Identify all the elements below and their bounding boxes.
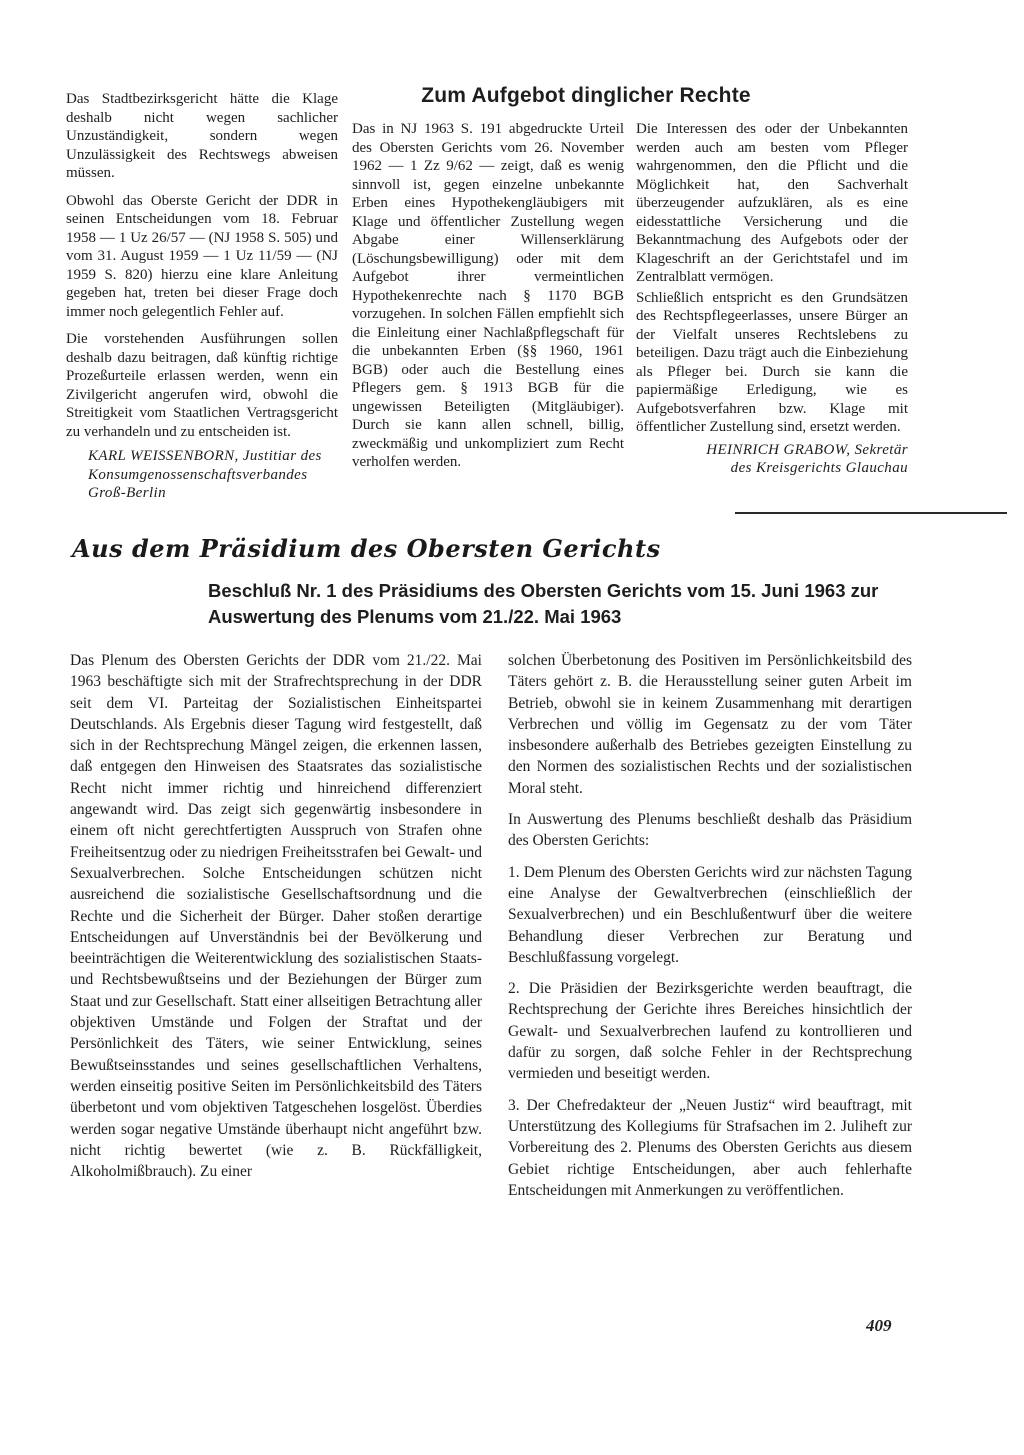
list-item: 2. Die Präsidien der Bezirksgerichte werden beauftragt, die Rechtsprechung der Gerichte ihres Bereiches hinsichtlich der Gewalt- und Sexualverbrechen laufend zu kontrollieren und dafür zu sorgen, daß solche Fehler in der Rechtsprechung vermieden und beseitigt werden. bbox=[508, 980, 912, 1083]
list-item: 1. Dem Plenum des Obersten Gerichts wird zur nächsten Tagung eine Analyse der Gewaltverbrechen (einschließlich der Sexualverbrechen) und ein Beschlußentwurf über die weitere Behandlung dieser Verbrechen zur Beratung und Beschlußfassung vorgelegt. bbox=[508, 863, 912, 966]
paragraph: Das Stadtbezirksgericht hätte die Klage deshalb nicht wegen sachlicher Unzuständigkeit, sondern wegen Unzulässigkeit des Rechtswegs abweisen müssen. bbox=[66, 91, 338, 181]
article-column-2 bbox=[636, 120, 908, 478]
article-column-1 bbox=[352, 120, 624, 472]
page-number: 409 bbox=[866, 1316, 892, 1335]
paragraph: Schließlich entspricht es den Grundsätzen des Rechtspflegeerlasses, unsere Bürger an der Vielfalt unseres Rechtslebens zu beteiligen. Dazu trägt auch die Einbeziehung als Pfleger bei. Durch sie kann die papiermäßige Erledigung, wie es Aufgebotsverfahren bzw. Klage mit öffentlicher Zustellung sind, ersetzt werden. bbox=[636, 289, 908, 435]
article-title: Zum Aufgebot dinglicher Rechte bbox=[421, 84, 751, 107]
paragraph: solchen Überbetonung des Positiven im Persönlichkeitsbild des Täters gehört z. B. die Herausstellung seiner guten Arbeit im Betrieb, obwohl sie in keinem Zusammenhang mit derartigen Verbrechen und völlig im Gegensatz zu der vom Täter insbesondere außerhalb des Betriebes gezeigten Einstellung zu den Normen des sozialistischen Rechts und der sozialistischen Moral steht. bbox=[508, 652, 912, 797]
author-signature: KARL WEISSENBORN, Justitiar des Konsumgenossenschaftsverbandes Groß-Berlin bbox=[88, 448, 322, 501]
paragraph: Obwohl das Oberste Gericht der DDR in seinen Entscheidungen vom 18. Februar 1958 — 1 Uz 26/57 — (NJ 1958 S. 505) und vom 31. August 1959 — 1 Uz 11/59 — (NJ 1959 S. 820) hierzu eine klare Anleitung gegeben hat, treten bei dieser Frage doch immer noch gelegentlich Fehler auf. bbox=[66, 192, 338, 320]
article-continuation bbox=[66, 90, 338, 503]
resolution-title: Beschluß Nr. 1 des Präsidiums des Obersten Gerichts vom 15. Juni 1963 zur Auswertung des Plenums vom 21./22. Mai 1963 bbox=[208, 580, 879, 627]
paragraph: Die Interessen des oder der Unbekannten werden auch am besten vom Pfleger wahrgenommen, den die Pflicht und die Möglichkeit hat, den Sachverhalt überzeugender aufzuklären, als es eine eidesstattliche Versicherung und die Bekanntmachung des Aufgebots oder der Klageschrift an der Gerichtstafel und im Zentralblatt vermögen. bbox=[636, 121, 908, 285]
list-item: 3. Der Chefredakteur der „Neuen Justiz“ wird beauftragt, mit Unterstützung des Kollegiums für Strafsachen im 2. Juliheft zur Vorbereitung des 2. Plenums des Obersten Gerichts aus diesem Gebiet richtige Entscheidungen, aber auch fehlerhafte Entscheidungen mit Anmerkungen zu veröffentlichen. bbox=[508, 1096, 912, 1199]
author-signature: HEINRICH GRABOW, Sekretär des Kreisgerichts Glauchau bbox=[706, 441, 908, 476]
section-heading: Aus dem Präsidium des Obersten Gerichts bbox=[72, 534, 661, 563]
paragraph: Das Plenum des Obersten Gerichts der DDR vom 21./22. Mai 1963 beschäftigte sich mit der Strafrechtsprechung in der DDR seit dem VI. Parteitag der Sozialistischen Einheitspartei Deutschlands. Als Ergebnis dieser Tagung wird festgestellt, daß sich in der Rechtsprechung Mängel zeigen, die erkennen lassen, daß entgegen den Hinweisen des Staatsrates das sozialistische Recht nicht immer richtig und hinreichend differenziert angewandt wird. Das zeigt sich gegenwärtig insbesondere in einem oft nicht gerechtfertigten Ausspruch von Strafen ohne Freiheitsentzug oder zu niedrigen Freiheitsstrafen bei Gewalt- und Sexualverbrechen. Solche Entscheidungen schützen nicht ausreichend die sozialistische Gesellschaftsordnung und die Rechte und die Sicherheit der Bürger. Daher stoßen derartige Entscheidungen auf Unverständnis bei der Bevölkerung und beeinträchtigen die Weiterentwicklung des sozialistischen Staats- und Rechtsbewußtseins und der Beziehungen der Bürger zum Staat und zur Gesellschaft. Statt einer allseitigen Betrachtung aller objektiven Umstände und Folgen der Straftat und der Persönlichkeit des Täters, wie seiner Entwicklung, seines Bewußtseinsstandes und seines gesellschaftlichen Verhaltens, werden einseitig positive Seiten im Persönlichkeitsbild des Täters überbetont und vom objektiven Tatgeschehen losgelöst. Überdies werden sogar negative Umstände überhaupt nicht angeführt bzw. nicht richtig bewertet (wie z. B. Rückfälligkeit, Alkoholmißbrauch). Zu einer bbox=[70, 652, 482, 1181]
resolution-column-2 bbox=[508, 650, 912, 1201]
resolution-column-1 bbox=[70, 650, 482, 1182]
paragraph: Das in NJ 1963 S. 191 abgedruckte Urteil des Obersten Gerichts vom 26. November 1962 — 1 Zz 9/62 — zeigt, daß es wenig sinnvoll ist, gegen einzelne unbekannte Erben eines Hypothekengläubigers mit Klage und öffentlicher Zustellung wegen Abgabe einer Willenserklärung (Löschungsbewilligung) oder mit dem Aufgebot ihrer vermeintlichen Hypothekenrechte nach § 1170 BGB vorzugehen. In solchen Fällen empfiehlt sich die Einleitung einer Nachlaßpflegschaft für die unbekannten Erben (§§ 1960, 1961 BGB) oder auch die Bestellung eines Pflegers gem. § 1913 BGB für die ungewissen Beteiligten (Mitgläubiger). Durch sie kann allen schnell, billig, zweckmäßig und unkompliziert zum Recht verholfen werden. bbox=[352, 121, 624, 470]
paragraph: Die vorstehenden Ausführungen sollen deshalb dazu beitragen, daß künftig richtige Prozeßurteile erlassen werden, wenn ein Zivilgericht angerufen wird, obwohl die Streitigkeit vom Staatlichen Vertragsgericht zu verhandeln und zu entscheiden ist. bbox=[66, 331, 338, 440]
paragraph: In Auswertung des Plenums beschließt deshalb das Präsidium des Obersten Gerichts: bbox=[508, 811, 912, 850]
section-divider bbox=[735, 512, 1007, 514]
